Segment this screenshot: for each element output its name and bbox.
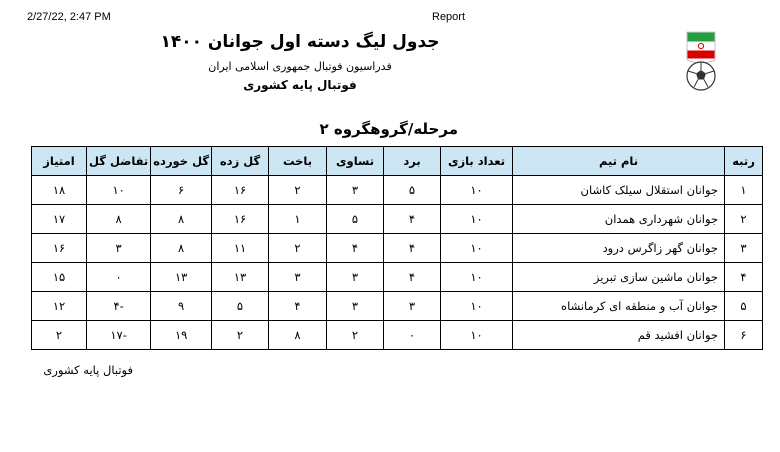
cell-points: ۱۶: [32, 234, 87, 263]
cell-won: ۵: [384, 176, 441, 205]
col-header-drawn: تساوی: [327, 147, 384, 176]
cell-drawn: ۳: [327, 263, 384, 292]
cell-lost: ۲: [269, 176, 327, 205]
cell-drawn: ۴: [327, 234, 384, 263]
cell-played: ۱۰: [441, 263, 513, 292]
cell-goal-difference: ۳: [87, 234, 151, 263]
cell-goals-against: ۱۳: [151, 263, 212, 292]
cell-goals-for: ۱۳: [212, 263, 269, 292]
table-row: [32, 263, 763, 292]
cell-team: جوانان شهرداری همدان: [513, 205, 725, 234]
cell-points: ۱۷: [32, 205, 87, 234]
cell-won: ۳: [384, 292, 441, 321]
cell-goals-for: ۲: [212, 321, 269, 350]
federation-name: فدراسیون فوتبال جمهوری اسلامی ایران: [208, 60, 392, 73]
cell-played: ۱۰: [441, 321, 513, 350]
col-header-team: نام تیم: [513, 147, 725, 176]
page-subtitle: فوتبال پایه کشوری: [243, 78, 357, 92]
cell-rank: ۳: [725, 234, 763, 263]
cell-goal-difference: -۱۷: [87, 321, 151, 350]
cell-team: جوانان ماشین سازی تبریز: [513, 263, 725, 292]
table-row: [32, 205, 763, 234]
cell-points: ۲: [32, 321, 87, 350]
cell-won: ۰: [384, 321, 441, 350]
print-title: Report: [432, 11, 466, 23]
standings-table: [31, 146, 763, 350]
col-header-goals-for: گل زده: [212, 147, 269, 176]
cell-goal-difference: ۸: [87, 205, 151, 234]
cell-goals-against: ۸: [151, 205, 212, 234]
col-header-played: تعداد بازی: [441, 147, 513, 176]
cell-goal-difference: -۴: [87, 292, 151, 321]
cell-played: ۱۰: [441, 205, 513, 234]
col-header-rank: رتبه: [725, 147, 763, 176]
cell-goals-against: ۱۹: [151, 321, 212, 350]
cell-drawn: ۵: [327, 205, 384, 234]
col-header-goals-against: گل خورده: [151, 147, 212, 176]
cell-goals-against: ۹: [151, 292, 212, 321]
cell-won: ۴: [384, 263, 441, 292]
cell-rank: ۶: [725, 321, 763, 350]
print-datetime: 2/27/22, 2:47 PM: [27, 11, 111, 23]
table-row: [32, 234, 763, 263]
cell-goals-for: ۱۶: [212, 205, 269, 234]
cell-played: ۱۰: [441, 234, 513, 263]
cell-team: جوانان افشید قم: [513, 321, 725, 350]
cell-played: ۱۰: [441, 176, 513, 205]
col-header-lost: باخت: [269, 147, 327, 176]
cell-points: ۱۲: [32, 292, 87, 321]
cell-rank: ۱: [725, 176, 763, 205]
cell-played: ۱۰: [441, 292, 513, 321]
cell-rank: ۵: [725, 292, 763, 321]
cell-drawn: ۲: [327, 321, 384, 350]
cell-points: ۱۸: [32, 176, 87, 205]
cell-lost: ۴: [269, 292, 327, 321]
cell-goal-difference: ۱۰: [87, 176, 151, 205]
cell-points: ۱۵: [32, 263, 87, 292]
federation-logo-icon: [681, 30, 721, 92]
table-header-row: [32, 147, 763, 176]
col-header-goal-difference: تفاضل گل: [87, 147, 151, 176]
cell-team: جوانان استقلال سیلک کاشان: [513, 176, 725, 205]
cell-goals-for: ۱۱: [212, 234, 269, 263]
table-row: [32, 321, 763, 350]
col-header-won: برد: [384, 147, 441, 176]
cell-team: جوانان آب و منطقه ای کرمانشاه: [513, 292, 725, 321]
page-title: جدول لیگ دسته اول جوانان ۱۴۰۰: [160, 32, 440, 52]
cell-lost: ۳: [269, 263, 327, 292]
cell-goals-for: ۵: [212, 292, 269, 321]
cell-goal-difference: ۰: [87, 263, 151, 292]
cell-lost: ۲: [269, 234, 327, 263]
cell-team: جوانان گهر زاگرس درود: [513, 234, 725, 263]
table-row: [32, 176, 763, 205]
table-row: [32, 292, 763, 321]
cell-drawn: ۳: [327, 176, 384, 205]
cell-rank: ۴: [725, 263, 763, 292]
cell-lost: ۱: [269, 205, 327, 234]
cell-goals-for: ۱۶: [212, 176, 269, 205]
cell-rank: ۲: [725, 205, 763, 234]
cell-lost: ۸: [269, 321, 327, 350]
col-header-points: امتیاز: [32, 147, 87, 176]
cell-goals-against: ۶: [151, 176, 212, 205]
cell-goals-against: ۸: [151, 234, 212, 263]
stage-group-heading: مرحله/گروهگروه ۲: [319, 120, 458, 138]
cell-won: ۴: [384, 234, 441, 263]
footer-note: فوتبال پایه کشوری: [43, 363, 133, 377]
cell-drawn: ۳: [327, 292, 384, 321]
cell-won: ۴: [384, 205, 441, 234]
